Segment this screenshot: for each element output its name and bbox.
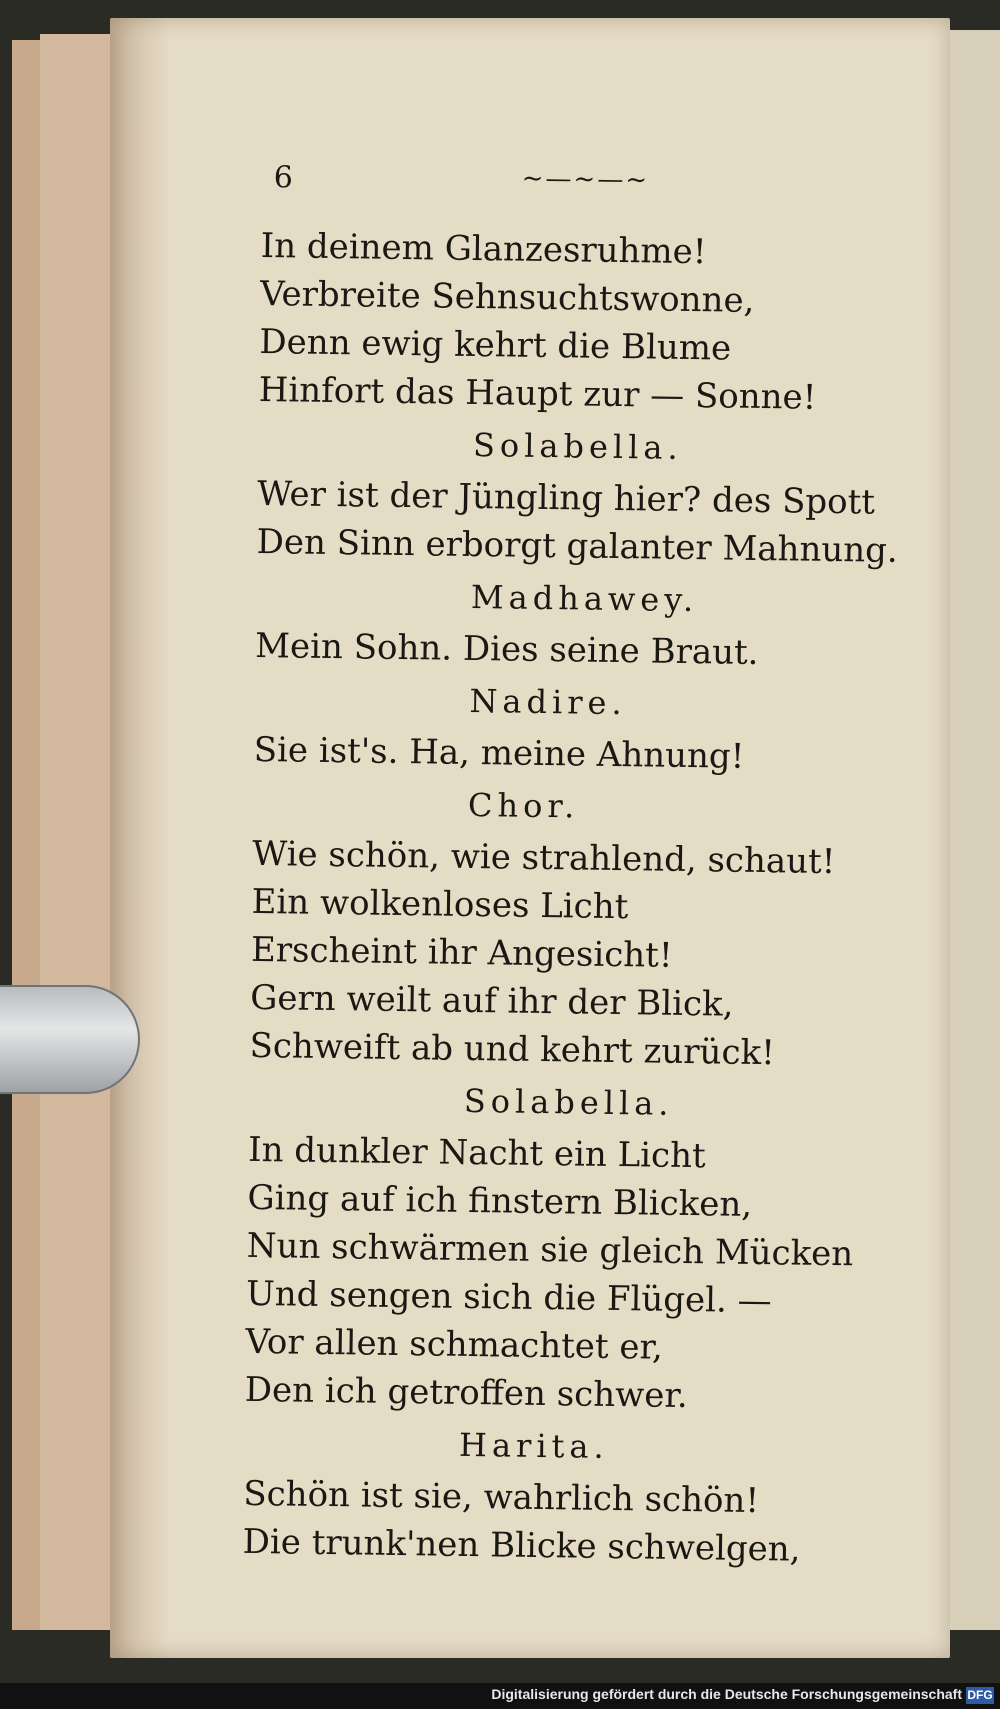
speaker-name: Nadire. (469, 681, 627, 723)
gutter-shadow (110, 18, 170, 1658)
dfg-logo: DFG (967, 1688, 993, 1702)
verse-line: Ging auf ich finstern Blicken, (247, 1177, 753, 1225)
page-text (242, 160, 902, 1575)
footer-credit: Digitalisierung gefördert durch die Deutsche Forschungsgemeinschaft (491, 1686, 962, 1702)
speaker-name: Chor. (467, 785, 580, 826)
speaker-name: Solabella. (472, 425, 683, 467)
verse-line: Die trunk'nen Blicke schwelgen, (242, 1521, 801, 1570)
header-ornament: ~—~—~ (521, 163, 650, 196)
verse-line: Und sengen sich die Flügel. — (245, 1273, 772, 1322)
verse-line: Nun schwärmen sie gleich Mücken (246, 1225, 854, 1275)
verse-line: Schweift ab und kehrt zurück! (249, 1025, 776, 1074)
verse-line: Hinfort das Haupt zur — Sonne! (258, 369, 817, 418)
verse-line: Mein Sohn. Dies seine Braut. (254, 625, 759, 673)
speaker-name: Solabella. (463, 1081, 674, 1123)
speaker-name: Harita. (458, 1425, 609, 1466)
verse-line: Erscheint ihr Angesicht! (250, 929, 673, 976)
verse-line: Vor allen schmachtet er, (245, 1321, 664, 1368)
page-header (261, 160, 902, 231)
verse-line: In deinem Glanzesruhme! (260, 225, 707, 273)
speaker-name: Madhawey. (470, 577, 699, 620)
verse-line: Den Sinn erborgt galanter Mahnung. (256, 521, 899, 571)
page-clip (0, 985, 140, 1094)
verse-line: Wie schön, wie strahlend, schaut! (252, 833, 836, 883)
footer-bar (0, 1683, 1000, 1709)
page-number: 6 (273, 160, 294, 196)
verse-line: Sie ist's. Ha, meine Ahnung! (253, 729, 745, 777)
verse-line: Denn ewig kehrt die Blume (259, 321, 732, 369)
verse-line: Ein wolkenloses Licht (251, 881, 629, 928)
verse-lines (242, 222, 901, 1575)
verse-line: Verbreite Sehnsuchtswonne, (259, 273, 755, 321)
verse-line: Gern weilt auf ihr der Blick, (250, 977, 734, 1025)
verse-line: In dunkler Nacht ein Licht (247, 1129, 706, 1177)
verse-line: Den ich getroffen schwer. (244, 1369, 688, 1417)
verse-line: Schön ist sie, wahrlich schön! (243, 1473, 760, 1522)
verse-line: Wer ist der Jüngling hier? des Spott (257, 473, 876, 523)
